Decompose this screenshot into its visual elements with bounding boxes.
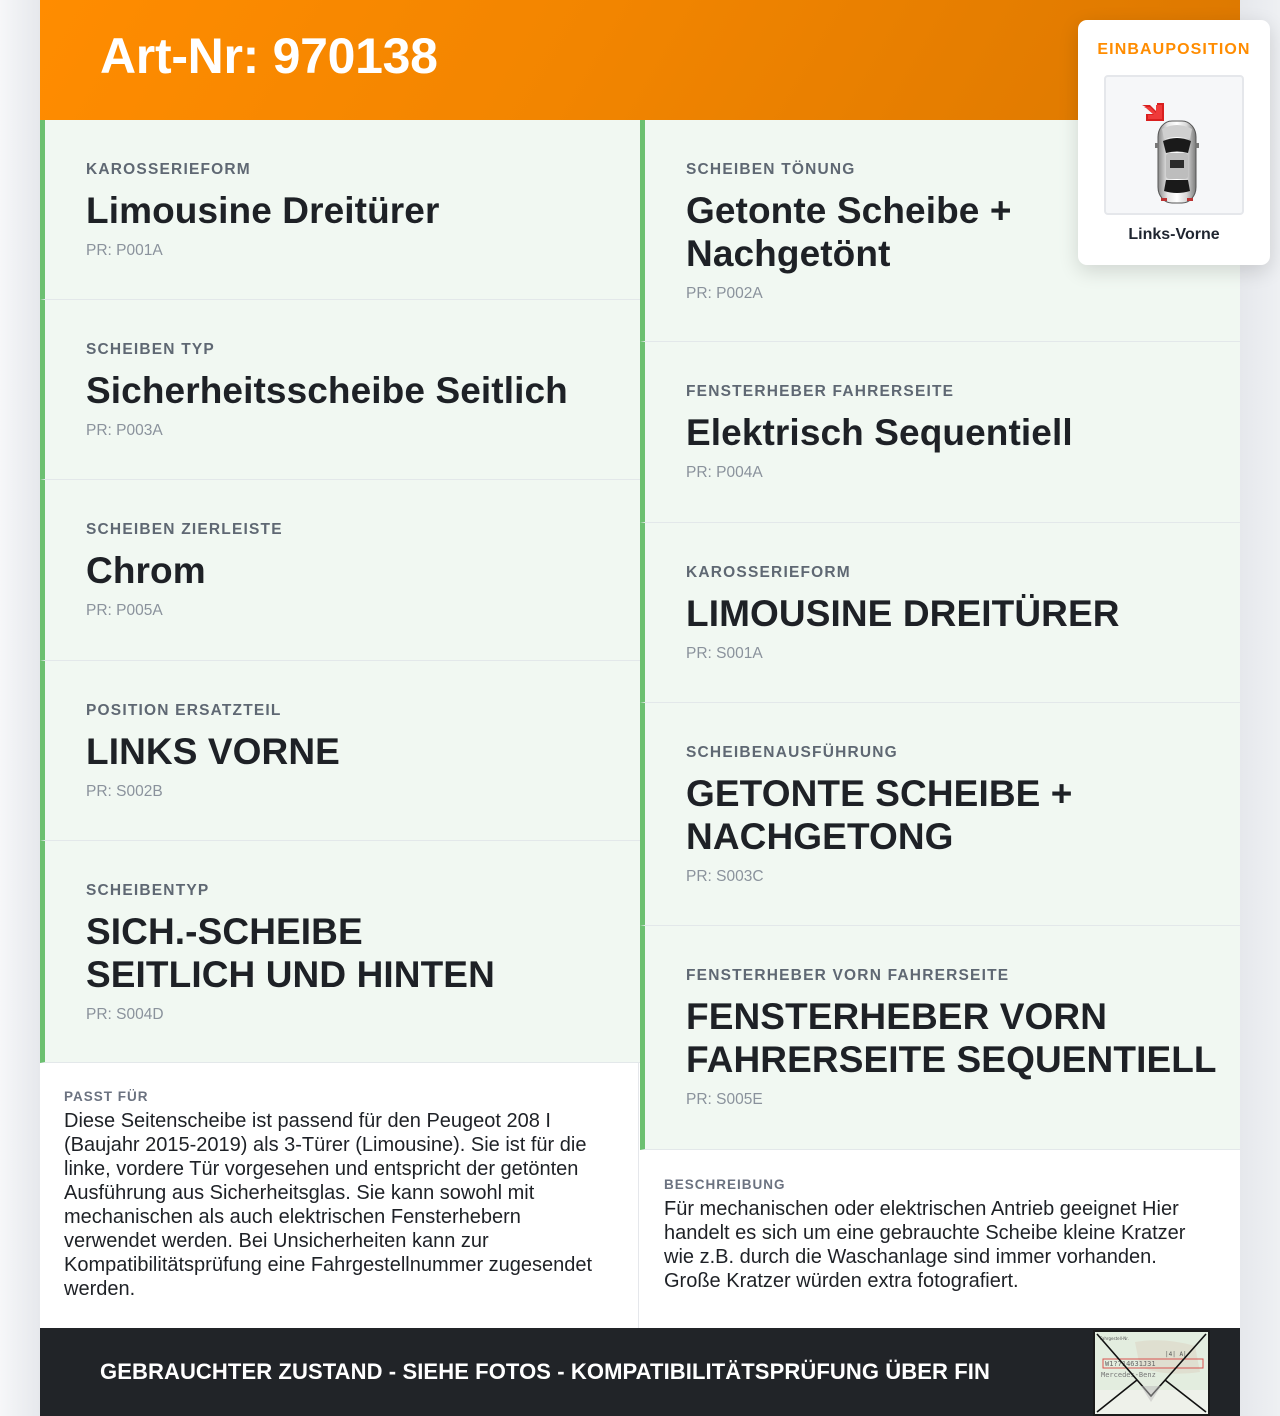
installation-position-caption: Links-Vorne <box>1128 226 1220 243</box>
spec-pr-code: PR: S005E <box>686 1091 763 1108</box>
footer-bar <box>40 1328 1240 1416</box>
spec-pr-code: PR: P004A <box>686 464 763 481</box>
spec-card <box>640 342 1240 523</box>
spec-value: Elektrisch Sequentiell <box>686 412 1073 453</box>
spec-pr-code: PR: S004D <box>86 1006 164 1023</box>
description-label: BESCHREIBUNG <box>664 1177 786 1192</box>
car-top-view-icon <box>1106 77 1242 213</box>
svg-text:Mercedes-Benz: Mercedes-Benz <box>1101 1371 1156 1379</box>
spec-label: SCHEIBEN ZIERLEISTE <box>86 521 283 538</box>
installation-position-title: EINBAUPOSITION <box>1097 41 1251 58</box>
spec-pr-code: PR: P002A <box>686 285 763 302</box>
spec-pr-code: PR: S002B <box>86 783 163 800</box>
spec-label: SCHEIBENTYP <box>86 882 210 899</box>
compatibility-section <box>40 1063 639 1328</box>
spec-value: Chrom <box>86 550 206 591</box>
header-bar <box>40 0 1240 120</box>
spec-card <box>40 120 640 300</box>
svg-text:W1?714631J31: W1?714631J31 <box>1105 1360 1156 1368</box>
spec-card <box>640 926 1240 1150</box>
compatibility-text: Diese Seitenscheibe ist passend für den Peugeot 208 I (Baujahr 2015-2019) als 3-Türer (Limousine). Sie ist für die linke, vordere Tür vorgesehen und entspricht der getönten Ausführung aus Sicherheitsglas. Sie kann sowohl mit mechanischen als auch elektrischen Fensterhebern verwendet werden. Bei Unsicherheiten kann zur Kompatibilitätsprüfung eine Fahrgestellnummer zugesendet werden. <box>64 1110 593 1300</box>
spec-label: FENSTERHEBER FAHRERSEITE <box>686 383 955 400</box>
spec-value: Getonte Scheibe + Nachgetönt <box>686 190 1012 274</box>
spec-label: KAROSSERIEFORM <box>686 564 851 581</box>
spec-value: LINKS VORNE <box>86 731 340 772</box>
spec-value: FENSTERHEBER VORN FAHRERSEITE SEQUENTIELL <box>686 996 1217 1080</box>
spec-label: KAROSSERIEFORM <box>86 161 251 178</box>
spec-card <box>40 480 640 661</box>
spec-value: Sicherheitsscheibe Seitlich <box>86 370 568 411</box>
spec-card <box>40 841 640 1063</box>
spec-pr-code: PR: P001A <box>86 242 163 259</box>
spec-value: Limousine Dreitürer <box>86 190 440 231</box>
description-text: Für mechanischen oder elektrischen Antrieb geeignet Hier handelt es sich um eine gebrauchte Scheibe kleine Kratzer wie z.B. durch die Waschanlage sind immer vorhanden. Große Kratzer würden extra fotografiert. <box>664 1198 1186 1292</box>
spec-value: LIMOUSINE DREITÜRER <box>686 593 1120 634</box>
spec-column-left <box>40 120 640 1063</box>
spec-pr-code: PR: P005A <box>86 602 163 619</box>
footer-notice: GEBRAUCHTER ZUSTAND - SIEHE FOTOS - KOMPATIBILITÄTSPRÜFUNG ÜBER FIN <box>100 1359 990 1384</box>
spec-value: SICH.-SCHEIBE SEITLICH UND HINTEN <box>86 911 495 995</box>
spec-card <box>40 300 640 480</box>
spec-pr-code: PR: S003C <box>686 868 764 885</box>
spec-label: SCHEIBENAUSFÜHRUNG <box>686 744 898 761</box>
article-number-title: Art-Nr: 970138 <box>100 28 438 84</box>
spec-card <box>640 703 1240 926</box>
spec-pr-code: PR: S001A <box>686 645 763 662</box>
spec-label: SCHEIBEN TÖNUNG <box>686 161 856 178</box>
arrow-icon <box>1142 103 1164 121</box>
product-sheet <box>40 0 1251 1416</box>
svg-text:Fahrgestell-Nr.: Fahrgestell-Nr. <box>1100 1336 1129 1341</box>
page-margin-left <box>0 0 40 1416</box>
spec-value: GETONTE SCHEIBE + NACHGETONG <box>686 773 1073 857</box>
spec-card <box>640 523 1240 703</box>
svg-text:|4| A|: |4| A| <box>1165 1351 1187 1358</box>
description-section <box>640 1150 1240 1328</box>
installation-position-card <box>1078 20 1270 265</box>
envelope-icon <box>1093 1330 1210 1416</box>
spec-card <box>40 661 640 841</box>
car-position-image <box>1104 75 1244 215</box>
spec-label: FENSTERHEBER VORN FAHRERSEITE <box>686 967 1010 984</box>
spec-label: SCHEIBEN TYP <box>86 341 215 358</box>
spec-column-right <box>640 120 1240 1150</box>
spec-pr-code: PR: P003A <box>86 422 163 439</box>
compatibility-label: PASST FÜR <box>64 1089 149 1104</box>
spec-label: POSITION ERSATZTEIL <box>86 702 282 719</box>
